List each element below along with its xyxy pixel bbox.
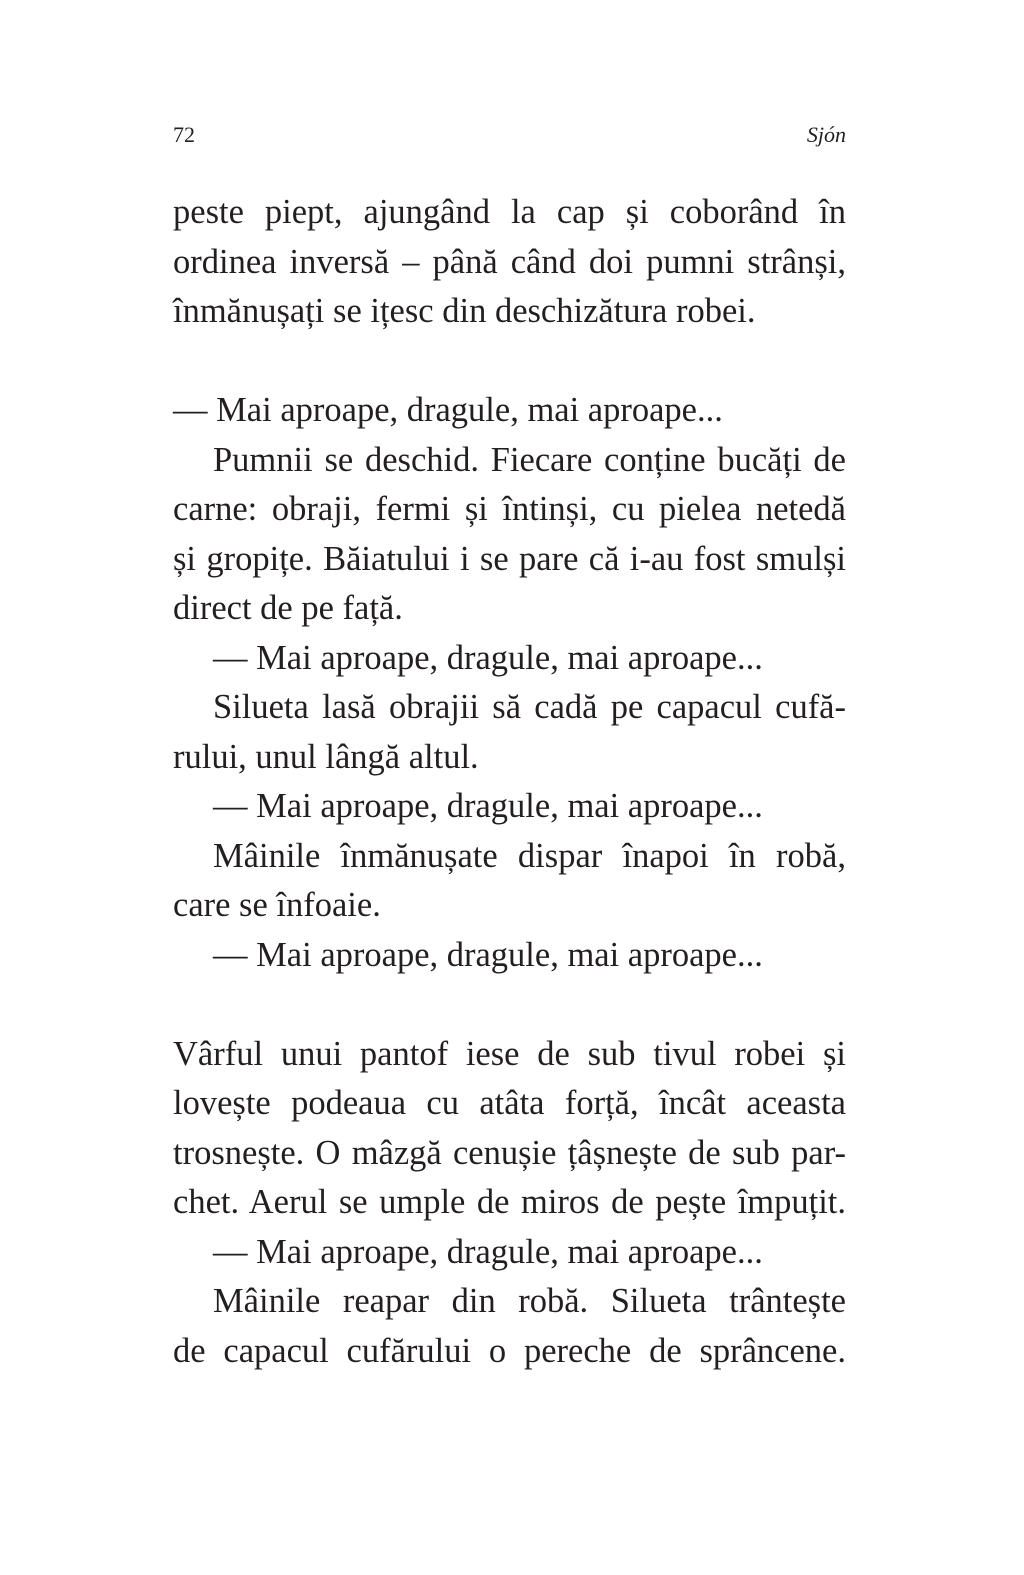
dialogue-line: — Mai aproape, dragule, mai aproape...: [213, 935, 763, 974]
text-line: care se înfoaie.: [173, 886, 381, 924]
text-line: lovește podeaua cu atâta forță, încât aceasta: [173, 1084, 846, 1122]
text-line: și gropițe. Băiatului i se pare că i-au fost smulși: [173, 539, 846, 578]
body-text: [173, 188, 846, 1376]
text-line: Mâinile înmănușate dispar înapoi în robă,: [213, 836, 846, 875]
text-line: de capacul cufărului o pereche de sprâncene.: [173, 1331, 846, 1370]
page-number: 72: [173, 122, 195, 147]
dialogue-line: — Mai aproape, dragule, mai aproape...: [213, 1232, 763, 1271]
text-line: Silueta lasă obrajii să cadă pe capacul cufă-: [213, 688, 846, 726]
page-header: [173, 120, 846, 150]
text-line: direct de pe față.: [173, 589, 403, 627]
text-line: rului, unul lângă altul.: [173, 737, 479, 776]
text-line: înmănușați se ițesc din deschizătura robei.: [173, 292, 756, 330]
running-head-author: Sjón: [806, 122, 846, 147]
text-line: chet. Aerul se umple de miros de pește împuțit.: [173, 1183, 846, 1221]
text-line: Mâinile reapar din robă. Silueta trântește: [213, 1282, 846, 1320]
section-break: [173, 980, 846, 1030]
dialogue-line: — Mai aproape, dragule, mai aproape...: [173, 391, 723, 429]
section-break: [173, 337, 846, 387]
text-line: carne: obraji, fermi și întinși, cu pielea netedă: [173, 490, 846, 528]
text-line: Pumnii se deschid. Fiecare conține bucăți de: [213, 440, 846, 479]
text-line: trosnește. O mâzgă cenușie țâșnește de sub par-: [173, 1133, 846, 1172]
dialogue-line: — Mai aproape, dragule, mai aproape...: [213, 638, 763, 677]
text-line: ordinea inversă – până când doi pumni strânși,: [173, 242, 846, 281]
dialogue-line: — Mai aproape, dragule, mai aproape...: [213, 787, 763, 825]
text-line: Vârful unui pantof iese de sub tivul robei și: [173, 1034, 846, 1073]
text-line: peste piept, ajungând la cap și coborând în: [173, 193, 846, 231]
